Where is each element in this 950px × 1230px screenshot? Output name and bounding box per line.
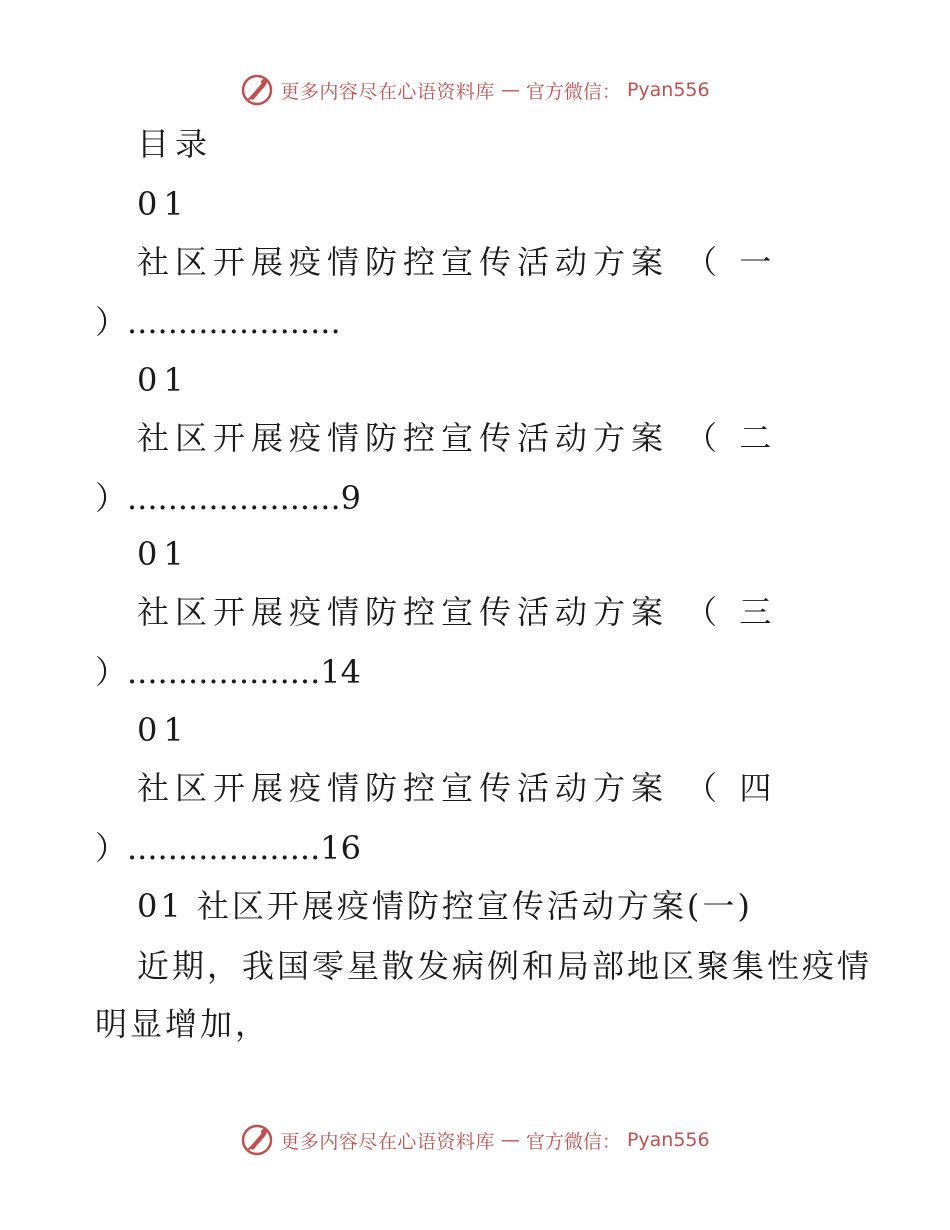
toc-entry-3-leader [95,650,361,694]
watermark-dash: — [500,79,520,101]
toc-entry-1-number: 01 [137,185,190,223]
toc-entry-2-page: 9 [340,479,361,517]
toc-entry-4-title: 社区开展疫情防控宣传活动方案 （ 四 [137,769,778,807]
watermark-brand-text: 更多内容尽在心语资料库 [280,1130,495,1153]
toc-entry-4-number: 01 [137,711,190,749]
body-paragraph-line-1: 近期，我国零星散发病例和局部地区聚集性疫情 [137,947,873,985]
watermark-wechat-id: Pyan556 [626,79,710,101]
watermark-brand-text: 更多内容尽在心语资料库 [280,80,495,103]
toc-entry-4-page: 16 [320,829,361,867]
section-heading: 01 社区开展疫情防控宣传活动方案(一) [137,887,753,925]
toc-entry-3-title: 社区开展疫情防控宣传活动方案 （ 三 [137,593,778,631]
watermark-wechat-id: Pyan556 [626,1129,710,1151]
toc-entry-2-dots: ）..................... [95,479,341,517]
toc-entry-3-dots: ）................... [95,653,321,691]
quill-pen-logo-icon [240,1123,274,1157]
watermark-banner-bottom [0,1120,950,1160]
toc-entry-1-dots: ）..................... [95,303,341,341]
watermark-banner-top [0,70,950,110]
watermark-official-label: 官方微信： [525,1130,621,1153]
toc-entry-2-leader [95,476,361,520]
toc-entry-2-title: 社区开展疫情防控宣传活动方案 （ 二 [137,419,778,457]
watermark-official-label: 官方微信： [525,80,621,103]
toc-entry-1-leader [95,300,341,344]
toc-entry-4-dots: ）................... [95,829,321,867]
toc-entry-3-number: 01 [137,535,190,573]
toc-entry-4-leader [95,826,361,870]
quill-pen-logo-icon [240,73,274,107]
body-paragraph-line-2: 明显增加， [95,1005,271,1043]
toc-entry-2-number: 01 [137,361,190,399]
toc-entry-1-title: 社区开展疫情防控宣传活动方案 （ 一 [137,243,778,281]
watermark-dash: — [500,1129,520,1151]
toc-title: 目录 [137,125,214,163]
toc-entry-3-page: 14 [320,653,361,691]
